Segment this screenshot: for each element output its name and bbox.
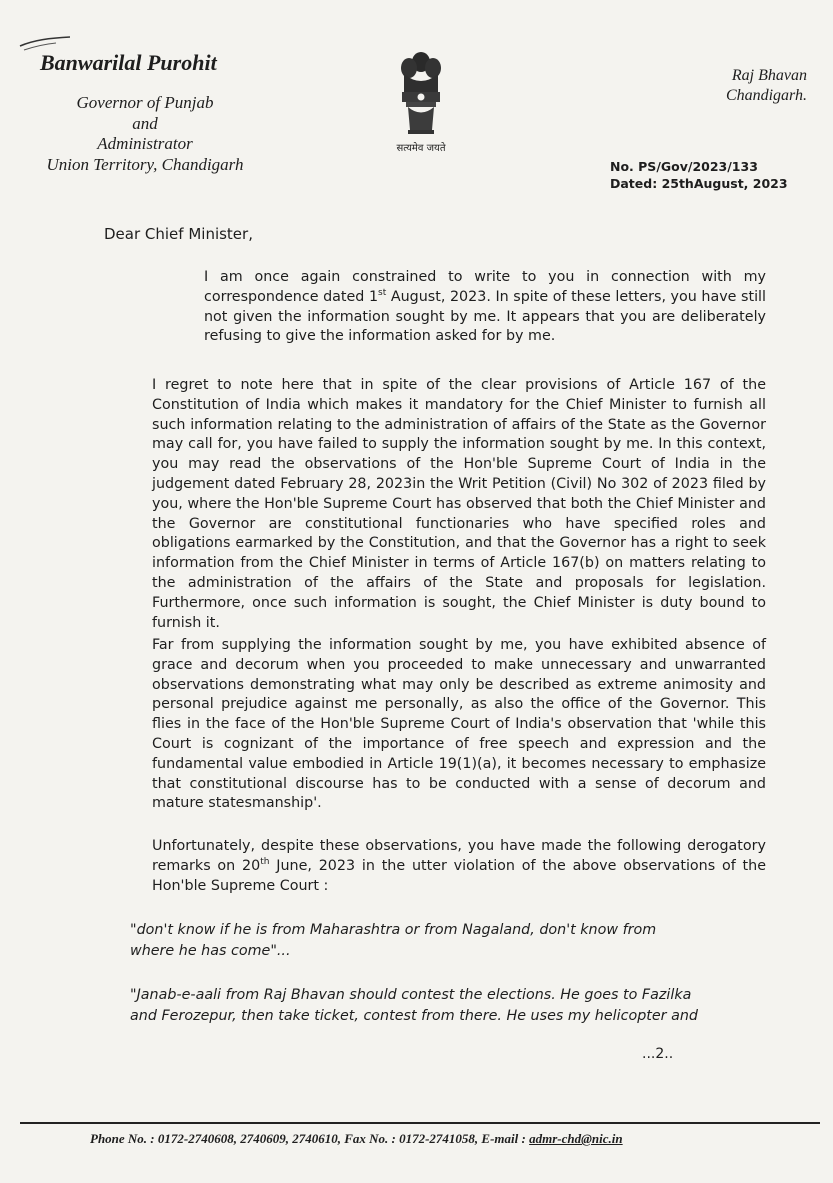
paragraph-text: Far from supplying the information sought by me, you have exhibited absence of grace and decorum when you proceeded to make unnecessary and unwarranted observations demonstrating what may only be described as extreme animosity and personal prejudice against me personally, as also the office of the Governor. This flies in the face of the Hon'ble Supreme Court of India's observation that 'while this Court is cognizant of the importance of free speech and expression and the fundamental value embodied in Article 19(1)(a), it becomes necessary to emphasize that constitutional discourse has to be conducted with a sense of decorum and mature statesmanship'.: [152, 637, 766, 812]
footer-divider: [20, 1122, 820, 1124]
page-continuation: ...2..: [642, 1046, 674, 1062]
designation-line: Governor of Punjab: [76, 93, 214, 112]
paragraph-text: I am once again constrained to write to you in connection with my correspondence dated 1: [204, 269, 766, 305]
designation-line: Union Territory, Chandigarh: [46, 154, 244, 174]
paragraph-2: [104, 376, 766, 633]
paragraph-text: I regret to note here that in spite of the clear provisions of Article 167 of the Constitution of India which makes it mandatory for the Chief Minister to furnish all such information relating to the administration of affairs of the State as the Governor may call for, you have failed to supply the information sought by me. In this context, you may read the observations of the Hon'ble Supreme Court of India in the judgement dated February 28, 2023in the Writ Petition (Civil) No 302 of 2023 filed by you, where the Hon'ble Supreme Court has observed that both the Chief Minister and the Governor are constitutional functionaries who have specified roles and obligations earmarked by the Constitution, and that the Governor has a right to seek information from the Chief Minister in terms of Article 167(b) on matters relating to the administration of the affairs of the State and proposals for legislation. Furthermore, once such information is sought, the Chief Minister is duty bound to furnish it.: [152, 377, 766, 631]
address-line: Chandigarh.: [725, 87, 807, 104]
paragraph-4: [104, 837, 766, 896]
designation-line: and: [132, 113, 158, 133]
paragraph-text: Unfortunately, despite these observations, you have made the following derogatory remarks on 20: [152, 838, 766, 874]
reference-block: [610, 158, 788, 192]
footer-contact: [90, 1131, 770, 1147]
paragraph-text: August, 2023. In spite of these letters, you have still not given the information sought by me. It appears that you are deliberately refusing to give the information asked for by me.: [204, 288, 766, 345]
lion-capital-icon: [396, 48, 446, 138]
paragraph-1: [104, 268, 766, 347]
sender-designation: [38, 93, 252, 175]
designation-line: Administrator: [97, 134, 193, 153]
paragraph-text: June, 2023 in the utter violation of the above observations of the Hon'ble Supreme Court :: [152, 857, 767, 894]
date-prefix: Dated:: [610, 176, 662, 191]
letter-date: [610, 175, 788, 192]
date-rest: August, 2023: [693, 176, 788, 191]
ordinal-suffix: th: [260, 857, 270, 868]
address-line: Raj Bhavan: [731, 67, 807, 84]
state-emblem: [388, 48, 454, 154]
reference-number: No. PS/Gov/2023/133: [610, 159, 758, 174]
emblem-motto: सत्यमेव जयते: [396, 143, 446, 154]
sender-name: Banwarilal Purohit: [40, 50, 217, 75]
ordinal-suffix: st: [378, 288, 387, 299]
quote-1: "don't know if he is from Maharashtra or from Nagaland, don't know from where he has come"...: [130, 922, 657, 959]
footer-email-link[interactable]: admr-chd@nic.in: [529, 1131, 623, 1146]
sender-address: [726, 66, 807, 106]
quote-2: "Janab-e-aali from Raj Bhavan should contest the elections. He goes to Fazilka and Ferozepur, then take ticket, contest from there. He uses my helicopter and: [130, 987, 698, 1024]
date-day: 25th: [661, 176, 694, 191]
footer-phone-fax: Phone No. : 0172-2740608, 2740609, 2740610, Fax No. : 0172-2741058, E-mail :: [90, 1131, 530, 1146]
paragraph-3: [104, 636, 766, 814]
salutation: Dear Chief Minister,: [104, 225, 253, 243]
